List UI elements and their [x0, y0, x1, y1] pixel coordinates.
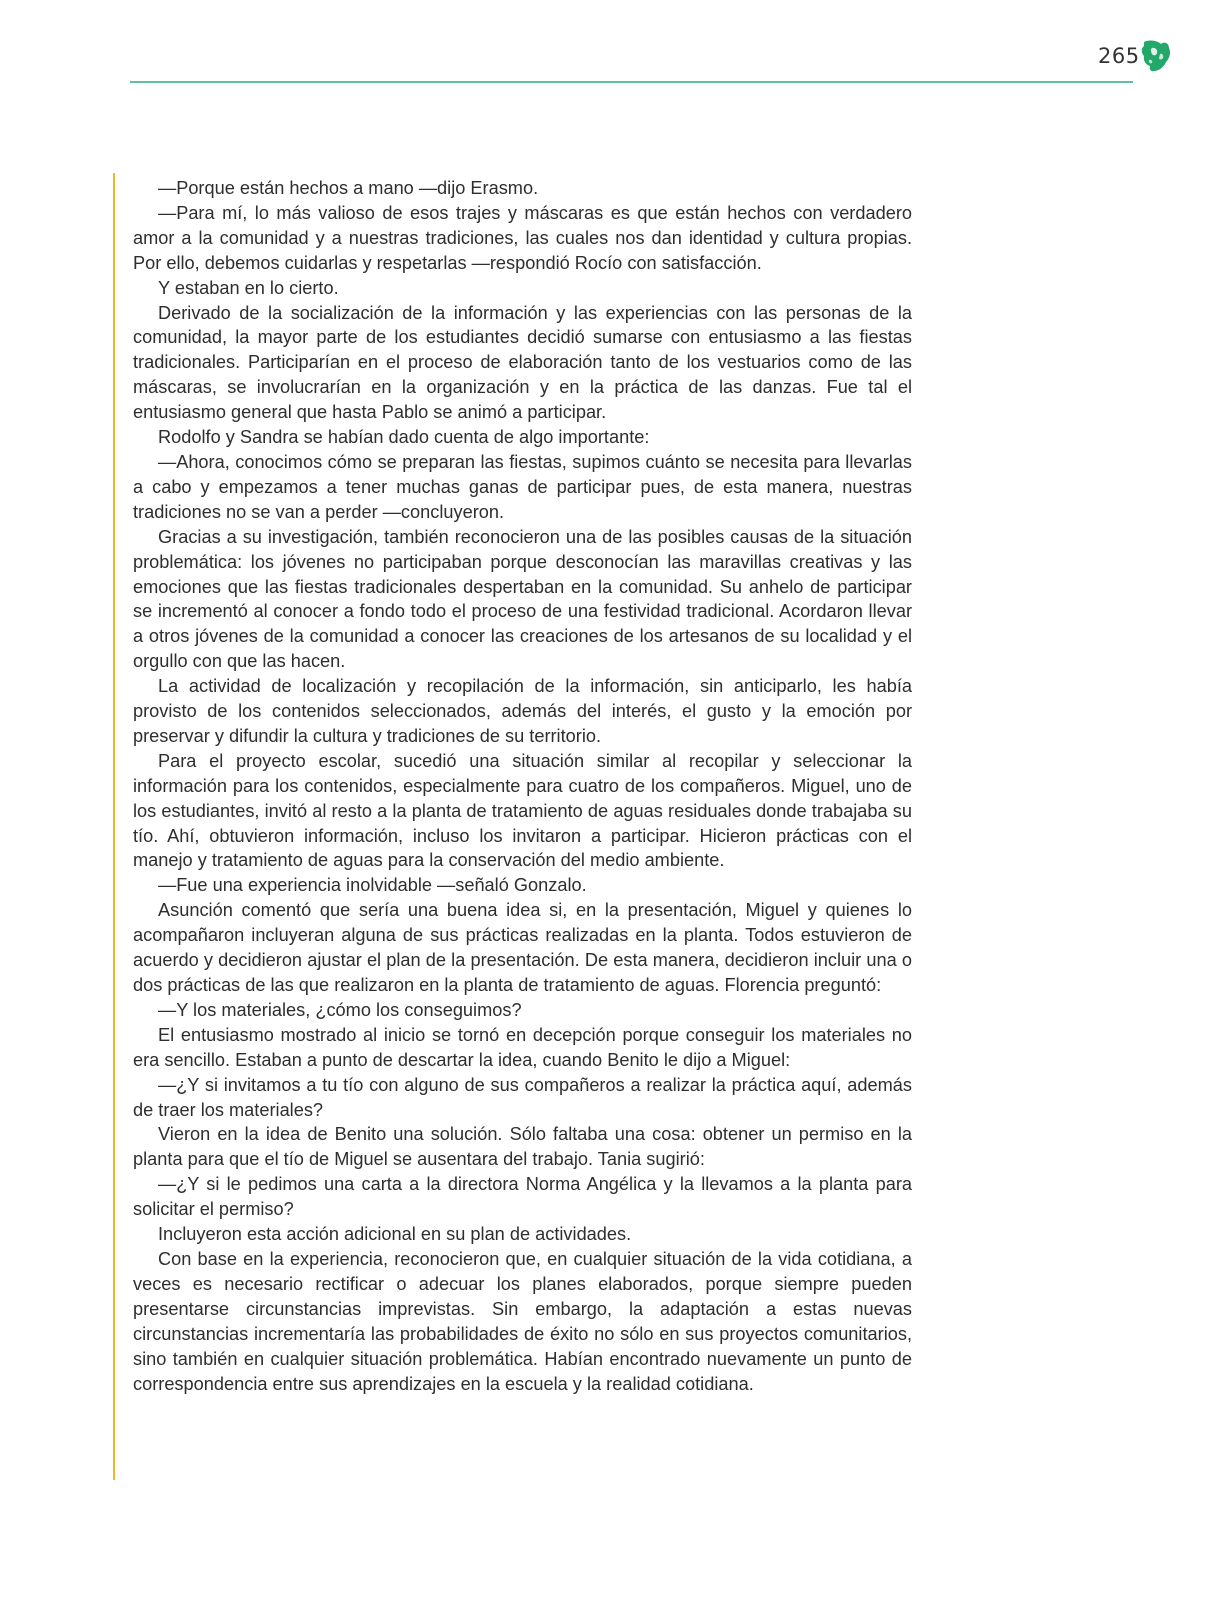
paragraph: —Fue una experiencia inolvidable —señaló Gonzalo. [158, 875, 587, 896]
paragraph: Asunción comentó que sería una buena idea si, en la presentación, Miguel y quienes lo acompañaron incluyeran alguna de sus prácticas realizadas en la planta. Todos estuvieron de acuerdo y decidieron ajustar el plan de la presentación. De esta manera, decidieron incluir una o dos prácticas de las que realizaron en la planta de tratamiento de aguas. Florencia preguntó: [133, 900, 912, 995]
paragraph: Y estaban en lo cierto. [158, 277, 339, 298]
paragraph: Con base en la experiencia, reconocieron que, en cualquier situación de la vida cotidiana, a veces es necesario rectificar o adecuar los planes elaborados, porque siempre pueden presentarse circunstancias imprevistas. Sin embargo, la adaptación a estas nuevas circunstancias incrementaría las probabilidades de éxito no sólo en sus proyectos comunitarios, sino también en cualquier situación problemática. Habían encontrado nuevamente un punto de correspondencia entre sus aprendizajes en la escuela y la realidad cotidiana. [133, 1248, 912, 1394]
paragraph: Rodolfo y Sandra se habían dado cuenta de algo importante: [158, 427, 650, 448]
green-leaf-icon [1138, 38, 1172, 74]
paragraph: El entusiasmo mostrado al inicio se tornó en decepción porque conseguir los materiales no era sencillo. Estaban a punto de descartar la idea, cuando Benito le dijo a Miguel: [133, 1024, 912, 1070]
header-rule [130, 81, 1133, 83]
paragraph: —Y los materiales, ¿cómo los conseguimos? [158, 999, 522, 1020]
paragraph: Derivado de la socialización de la información y las experiencias con las personas de la comunidad, la mayor parte de los estudiantes decidió sumarse con entusiasmo a las fiestas tradicionales. Participarían en el proceso de elaboración tanto de los vestuarios como de las máscaras, se involucrarían en la organización y en la práctica de las danzas. Fue tal el entusiasmo general que hasta Pablo se animó a participar. [133, 302, 912, 423]
paragraph: Gracias a su investigación, también reconocieron una de las posibles causas de la situación problemática: los jóvenes no participaban porque desconocían las maravillas creativas y las emociones que las fiestas tradicionales despertaban en la comunidad. Su anhelo de participar se incrementó al conocer a fondo todo el proceso de una festividad tradicional. Acordaron llevar a otros jóvenes de la comunidad a conocer las creaciones de los artesanos de su localidad y el orgullo con que las hacen. [133, 526, 912, 672]
paragraph: Vieron en la idea de Benito una solución. Sólo faltaba una cosa: obtener un permiso en la planta para que el tío de Miguel se ausentara del trabajo. Tania sugirió: [133, 1124, 912, 1170]
paragraph: —Ahora, conocimos cómo se preparan las fiestas, supimos cuánto se necesita para llevarlas a cabo y empezamos a tener muchas ganas de participar pues, de esta manera, nuestras tradiciones no se van a perder —concluyeron. [133, 451, 912, 522]
page-number: 265 [1098, 44, 1140, 68]
paragraph: Incluyeron esta acción adicional en su plan de actividades. [158, 1224, 632, 1245]
paragraph: Para el proyecto escolar, sucedió una situación similar al recopilar y seleccionar la información para los contenidos, especialmente para cuatro de los compañeros. Miguel, uno de los estudiantes, invitó al resto a la planta de tratamiento de aguas residuales donde trabajaba su tío. Ahí, obtuvieron información, incluso los invitaron a participar. Hicieron prácticas con el manejo y tratamiento de aguas para la conservación del medio ambiente. [133, 750, 912, 871]
body-text [133, 176, 912, 1396]
paragraph: La actividad de localización y recopilación de la información, sin anticiparlo, les había provisto de los contenidos seleccionados, además del interés, el gusto y la emoción por preservar y difundir la cultura y tradiciones de su territorio. [133, 676, 912, 746]
left-margin-rule [113, 173, 115, 1480]
paragraph: —¿Y si invitamos a tu tío con alguno de sus compañeros a realizar la práctica aquí, además de traer los materiales? [133, 1074, 912, 1120]
paragraph: —¿Y si le pedimos una carta a la directora Norma Angélica y la llevamos a la planta para solicitar el permiso? [133, 1174, 912, 1220]
paragraph: —Porque están hechos a mano —dijo Erasmo. [158, 178, 539, 198]
paragraph: —Para mí, lo más valioso de esos trajes y máscaras es que están hechos con verdadero amor a la comunidad y a nuestras tradiciones, las cuales nos dan identidad y cultura propias. Por ello, debemos cuidarlas y respetarlas —respondió Rocío con satisfacción. [133, 202, 912, 273]
